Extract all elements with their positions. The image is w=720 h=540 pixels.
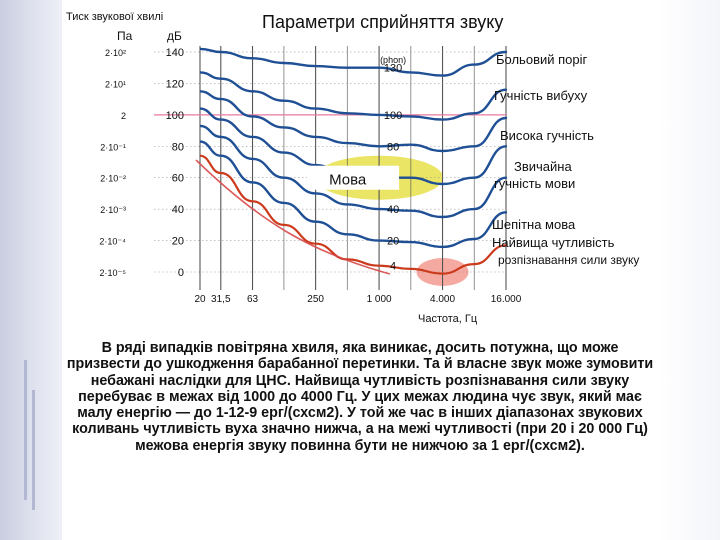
caption-text: В ряді випадків повітряна хвиля, яка виникає, досить потужна, що може призвести до ушкодження барабанної перетинки. Та й власне звук може зумовити небажані наслідки для ЦНС. Найвища чутливість розпізнавання сили звуку перебуває в межах від 1000 до 4000 Гц. У цих межах людина чує звук, який має малу енергію — до 1-12-9 ерг/(схсм2). У той же час в інших діапазонах звукових коливань чутливість вуха значно нижча, а на межі чутливості (при 20 і 20 000 Гц) межова енергія звуку повинна бути не нижчою за 1 ерг/(схсм2). bbox=[66, 340, 654, 454]
y-tick-pa: 2·10⁻¹ bbox=[100, 142, 126, 153]
speech-label: Мова bbox=[329, 171, 367, 189]
y-tick-db: 40 bbox=[171, 204, 184, 217]
y-tick-pa: 2·10² bbox=[104, 48, 126, 58]
slide bbox=[62, 0, 658, 540]
y-tick-db: 60 bbox=[171, 172, 184, 185]
loudness-chart bbox=[62, 0, 658, 340]
x-tick-label: 20 bbox=[194, 294, 206, 305]
annotation-normal-speech-1: Звичайна bbox=[514, 159, 572, 174]
curve-label-4: 4 bbox=[390, 260, 397, 273]
y-axis-unit-pa: Па bbox=[117, 29, 133, 43]
y-tick-db: 0 bbox=[177, 267, 184, 279]
y-tick-pa: 2·10¹ bbox=[104, 79, 126, 90]
y-tick-db: 140 bbox=[165, 47, 184, 59]
annotation-max-sensitivity-1: Найвища чутливість bbox=[492, 235, 615, 250]
chart-title: Параметри сприйняття звуку bbox=[262, 12, 504, 32]
y-tick-db: 20 bbox=[171, 235, 184, 248]
annotation-whisper: Шепітна мова bbox=[492, 217, 576, 232]
y-tick-db: 80 bbox=[171, 141, 184, 154]
annotation-high-loudness: Висока гучність bbox=[500, 128, 594, 143]
annotation-pain-threshold: Больовий поріг bbox=[496, 52, 588, 67]
annotation-explosion: Гучність вибуху bbox=[494, 88, 588, 103]
y-axis-title-pressure: Тиск звукової хвилі bbox=[66, 11, 164, 23]
annotation-normal-speech-2: гучність мови bbox=[494, 176, 576, 191]
y-tick-pa: 2·10⁻² bbox=[100, 173, 126, 184]
curve-label-20: 20 bbox=[386, 235, 400, 248]
curve-label-80: 80 bbox=[386, 141, 400, 154]
x-tick-label: 16.000 bbox=[490, 294, 522, 305]
y-tick-pa: 2·10⁻⁵ bbox=[99, 268, 126, 278]
annotation-max-sensitivity-2: розпізнавання сили звуку bbox=[498, 253, 640, 267]
curve-label-40: 40 bbox=[386, 204, 400, 217]
left-decorative-band bbox=[0, 0, 62, 540]
y-tick-db: 100 bbox=[165, 109, 184, 122]
x-tick-label: 31,5 bbox=[211, 294, 231, 305]
y-tick-pa: 2·10⁻⁴ bbox=[99, 236, 126, 247]
y-tick-pa: 2 bbox=[120, 110, 126, 121]
curve-unit-label: (phon) bbox=[380, 55, 407, 65]
y-tick-pa: 2·10⁻³ bbox=[100, 205, 126, 216]
y-tick-db: 120 bbox=[165, 78, 184, 91]
x-axis-title: Частота, Гц bbox=[418, 313, 478, 325]
x-tick-label: 63 bbox=[246, 294, 259, 305]
y-axis-unit-db: дБ bbox=[167, 29, 182, 43]
curve-label-100: 100 bbox=[383, 109, 403, 122]
x-tick-label: 4.000 bbox=[430, 294, 456, 305]
right-decorative-band bbox=[658, 0, 720, 540]
curve-label-130: 130 bbox=[383, 62, 403, 75]
x-tick-label: 250 bbox=[307, 294, 324, 305]
x-tick-label: 1 000 bbox=[366, 294, 392, 305]
